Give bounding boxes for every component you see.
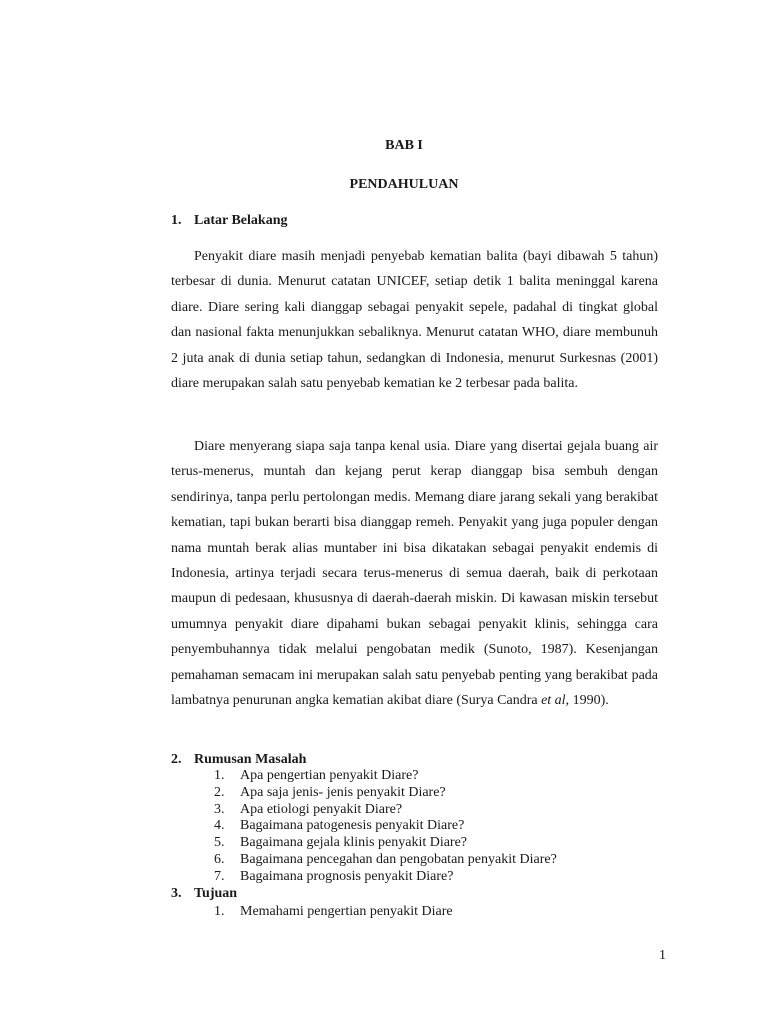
chapter-title: PENDAHULUAN [349, 177, 459, 192]
list-item [214, 869, 557, 886]
list-item-text: Apa pengertian penyakit Diare? [240, 768, 419, 783]
list-item [214, 785, 557, 802]
list-item-text: Bagaimana pencegahan dan pengobatan penyakit Diare? [240, 851, 557, 867]
paragraph-2 [171, 434, 658, 713]
list-item-text: Bagaimana prognosis penyakit Diare? [240, 868, 454, 884]
list-item-text: Apa saja jenis- jenis penyakit Diare? [240, 784, 446, 800]
list-item [214, 768, 557, 785]
list-item [214, 802, 557, 819]
section-heading-tujuan [171, 886, 237, 902]
section-heading-rumusan-masalah [171, 752, 306, 768]
section-title: Rumusan Masalah [194, 752, 307, 767]
paragraph-2-text-end: , 1990). [565, 693, 609, 709]
chapter-label: BAB I [385, 138, 423, 153]
list-item-text: Apa etiologi penyakit Diare? [240, 801, 403, 817]
list-item [214, 852, 557, 869]
section-number: 3. [171, 886, 182, 901]
section-heading-latar-belakang [171, 213, 287, 229]
list-item-text: Bagaimana patogenesis penyakit Diare? [240, 818, 465, 834]
list-item-number: 1. [214, 768, 225, 783]
page-number: 1 [659, 948, 666, 963]
list-item-number: 7. [214, 868, 225, 884]
list-item-number: 2. [214, 784, 225, 800]
list-item-number: 5. [214, 835, 225, 851]
section-title: Tujuan [194, 886, 238, 901]
paragraph-2-text: Diare menyerang siapa saja tanpa kenal usia. Diare yang disertai gejala buang air terus-menerus, muntah dan kejang perut kerap dianggap bisa sembuh dengan sendirinya, tanpa perlu pertolongan medis. Memang diare jarang sekali yang berakibat kematian, tapi bukan berarti bisa dianggap remeh. Penyakit yang juga populer dengan nama muntah berak alias muntaber ini bisa dikatakan sebagai penyakit endemis di Indonesia, artinya terjadi secara terus-menerus di semua daerah, baik di perkotaan maupun di pedesaan, khususnya di daerah-daerah miskin. Di kawasan miskin tersebut umumnya penyakit diare dipahami bukan sebagai penyakit klinis, sehingga cara penyembuhannya tidak melalui pengobatan medik (Sunoto, 1987). Kesenjangan pemahaman semacam ini merupakan salah satu penyebab penting yang berakibat pada lambatnya penurunan angka kematian akibat diare (Surya Candra [171, 439, 658, 709]
list-item-number: 1. [214, 904, 225, 919]
list-item-number: 3. [214, 801, 225, 817]
rumusan-masalah-list [214, 768, 557, 886]
section-number: 1. [171, 213, 182, 228]
list-item [214, 904, 453, 921]
list-item-text: Memahami pengertian penyakit Diare [240, 904, 453, 919]
paragraph-1: Penyakit diare masih menjadi penyebab kematian balita (bayi dibawah 5 tahun) terbesar di dunia. Menurut catatan UNICEF, setiap detik 1 balita meninggal karena diare. Diare sering kali dianggap sebagai penyakit sepele, padahal di tingkat global dan nasional fakta menunjukkan sebaliknya. Menurut catatan WHO, diare membunuh 2 juta anak di dunia setiap tahun, sedangkan di Indonesia, menurut Surkesnas (2001) diare merupakan salah satu penyebab kematian ke 2 terbesar pada balita. [171, 249, 658, 392]
list-item-number: 6. [214, 851, 225, 867]
list-item-number: 4. [214, 818, 225, 834]
list-item [214, 835, 557, 852]
section-title: Latar Belakang [194, 213, 288, 228]
italic-citation: et al [541, 693, 566, 709]
list-item-text: Bagaimana gejala klinis penyakit Diare? [240, 835, 468, 851]
list-item [214, 818, 557, 835]
section-number: 2. [171, 752, 182, 767]
tujuan-list [214, 904, 453, 921]
